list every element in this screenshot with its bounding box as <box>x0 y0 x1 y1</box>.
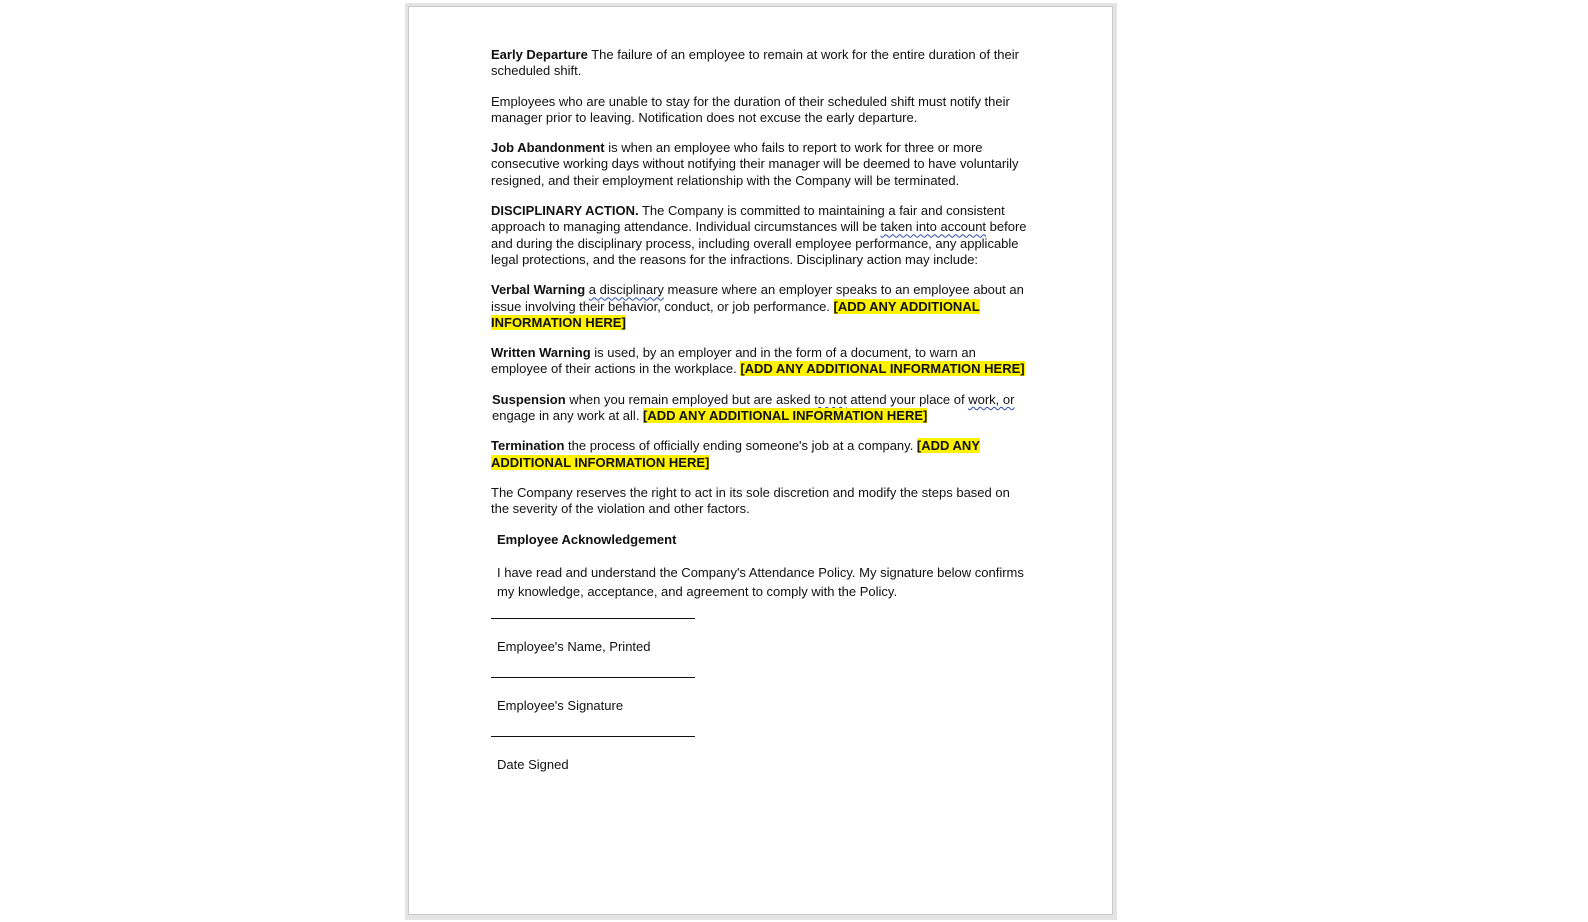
term-termination: Termination <box>491 438 565 454</box>
written-warning-paragraph <box>491 345 1031 378</box>
reserves-paragraph: The Company reserves the right to act in its sole discretion and modify the steps based on the severity of the violation and other factors. <box>491 484 1010 517</box>
suspension-text-3: engage in any work at all. <box>492 408 644 424</box>
job-abandonment-text: is when an employee who fails to report to work for three or more consecutive working days without notifying their manager will be deemed to have voluntarily resigned, and their employment relationship with the Company will be terminated. <box>491 140 1019 188</box>
termination-text: the process of officially ending someone's job at a company. <box>564 438 917 454</box>
placeholder-highlight: [ADD ANY ADDITIONAL INFORMATION HERE] <box>491 438 980 470</box>
field-label-signature: Employee's Signature <box>497 698 624 714</box>
verbal-warning-paragraph <box>491 282 1031 331</box>
verbal-warning-text: measure where an employer speaks to an employee about an issue involving their behavior, conduct, or job performance. <box>491 282 1024 314</box>
acknowledgement-heading: Employee Acknowledgement <box>497 531 677 547</box>
page-content <box>491 47 1031 796</box>
written-warning-text: is used, by an employer and in the form of a document, to warn an employee of their actions in the workplace. <box>491 345 976 377</box>
disciplinary-action-paragraph <box>491 203 1031 268</box>
field-label-date-signed: Date Signed <box>497 757 569 773</box>
term-verbal-warning: Verbal Warning <box>491 282 586 298</box>
suspension-text-1: when you remain employed but are asked <box>565 391 815 407</box>
acknowledgement-section <box>497 532 1031 602</box>
placeholder-highlight: [ADD ANY ADDITIONAL INFORMATION HERE] <box>491 298 980 330</box>
early-departure-paragraph <box>491 47 1031 80</box>
grammar-flag-taken-into-account[interactable]: taken into account <box>880 219 987 235</box>
job-abandonment-paragraph <box>491 140 1031 189</box>
term-disciplinary-action: DISCIPLINARY ACTION. <box>491 203 639 219</box>
grammar-flag-work-or[interactable]: work, or <box>968 391 1015 407</box>
document-page[interactable] <box>409 7 1112 914</box>
placeholder-highlight: [ADD ANY ADDITIONAL INFORMATION HERE] <box>643 408 928 424</box>
disciplinary-text-2: before and during the disciplinary process, including overall employee performance, any applicable legal protections, and the reasons for the infractions. Disciplinary action may include: <box>491 219 1027 267</box>
grammar-flag-to-not[interactable]: to not <box>814 391 847 407</box>
field-label-name-printed: Employee's Name, Printed <box>497 638 651 654</box>
placeholder-highlight: [ADD ANY ADDITIONAL INFORMATION HERE] <box>740 361 1025 377</box>
notify-paragraph: Employees who are unable to stay for the duration of their scheduled shift must notify their manager prior to leaving. Notification does not excuse the early departure. <box>491 93 1010 125</box>
early-departure-text: The failure of an employee to remain at work for the entire duration of their scheduled shift. <box>491 47 1019 79</box>
termination-paragraph <box>491 438 1031 471</box>
suspension-paragraph <box>492 392 1031 425</box>
suspension-text-2: attend your place of <box>846 391 969 407</box>
signature-fields <box>491 618 1031 774</box>
term-early-departure: Early Departure <box>491 47 588 62</box>
signature-line[interactable] <box>491 736 695 737</box>
disciplinary-text-1: The Company is committed to maintaining a fair and consistent approach to managing attendance. Individual circumstances will be <box>491 203 1005 235</box>
signature-line[interactable] <box>491 618 695 619</box>
term-job-abandonment: Job Abandonment <box>491 140 605 156</box>
signature-line[interactable] <box>491 677 695 678</box>
grammar-flag-a-disciplinary[interactable]: a disciplinary <box>588 282 664 298</box>
acknowledgement-text: I have read and understand the Company's Attendance Policy. My signature below confirms my knowledge, acceptance, and agreement to comply with the Policy. <box>497 564 1024 600</box>
term-suspension: Suspension <box>492 391 566 407</box>
term-written-warning: Written Warning <box>491 345 591 361</box>
